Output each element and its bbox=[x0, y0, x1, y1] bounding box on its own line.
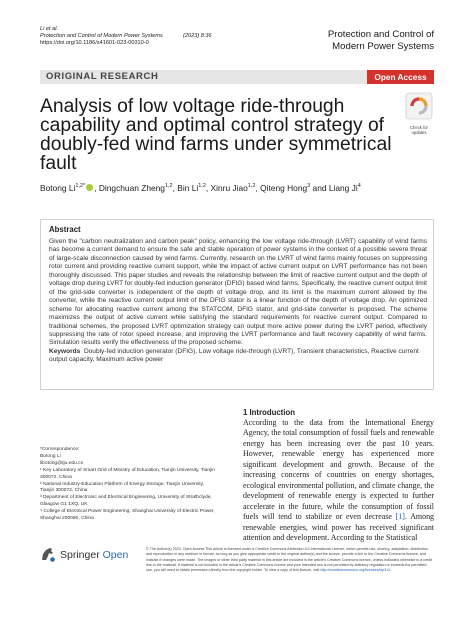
springer-logo-text: Springer bbox=[60, 549, 100, 561]
author-name[interactable]: Xinru Jiao bbox=[210, 183, 248, 193]
introduction-heading: 1 Introduction bbox=[243, 408, 295, 417]
open-access-badge[interactable]: Open Access bbox=[367, 70, 434, 84]
keywords-label: Keywords bbox=[49, 348, 81, 355]
author-affiliation-marker: 1,2 bbox=[247, 183, 256, 190]
author-name[interactable]: Qiteng Hong bbox=[260, 183, 308, 193]
author-affiliation-marker: 1,2 bbox=[198, 183, 206, 190]
springer-horse-icon bbox=[39, 545, 57, 563]
keywords-list: Doubly-fed induction generator (DFIG), Low voltage ride-through (LVRT), Transient characteristics, Reactive current output capacity, Maximum active power bbox=[49, 348, 419, 364]
author-name[interactable]: Botong Li bbox=[40, 183, 76, 193]
affiliation-2: ² National Industry-Education Platform of Energy Storage, Tianjin University, Tianjin 300072, China bbox=[40, 481, 205, 494]
affiliation-3: ³ Department of Electronic and Electrical Engineering, University of Strathclyde, Glasgow G1 1XQ, UK bbox=[40, 495, 212, 508]
article-type-label: ORIGINAL RESEARCH bbox=[46, 71, 159, 82]
correspondence-author: Botong Li bbox=[40, 453, 61, 459]
check-for-updates-icon bbox=[405, 92, 433, 120]
running-header bbox=[40, 26, 212, 47]
author-affiliation-marker: 3 bbox=[307, 183, 311, 190]
author-affiliation-marker: 4 bbox=[357, 183, 361, 190]
author-name[interactable]: Liang Ji bbox=[328, 183, 358, 193]
author-affiliation-marker: 1,2* bbox=[75, 183, 86, 190]
correspondence-email[interactable]: libotong@tju.edu.cn bbox=[40, 460, 84, 466]
reference-link-1[interactable]: [1] bbox=[395, 512, 405, 522]
check-for-updates-label: Check for updates bbox=[410, 125, 428, 135]
article-title: Analysis of low voltage ride-through capability and optimal control strategy of doubly-fed wind farms under symmetrical fault bbox=[40, 96, 392, 174]
abstract-text: Given the "carbon neutralization and carbon peak" policy, enhancing the low voltage ride-through (LVRT) capability of wind farms has become a current demand to ensure the safe and stable operation of power systems in the context of a possible severe threat of large-scale disconnection caused by wind farms. Currently, research on the LVRT of wind farms mainly focuses on suppressing rotor current and providing reactive current support, while the impact of active current output on LVRT performance has not been thoroughly discussed. This paper studies and reveals the relationship between the limit of reactive current output and the depth of voltage drop during LVRT for doubly-fed induction generator (DFIG) based wind farms. Specifically, the reactive current output limit of the grid-side converter is independent of the depth of voltage drop, and its limit is the maximum current allowed by the converter, while the reactive current output limit of the DFIG stator is a linear function of the depth of voltage drop. An optimized scheme for allocating reactive current among the STATCOM, DFIG stator, and grid-side converter is proposed. The scheme maximizes the output of active current while satisfying the standard requirements for reactive current output. Compared to traditional schemes, the proposed LVRT optimization strategy can output more active power during the LVRT period, effectively suppressing the rate of rotor speed increase, and improving the LVRT performance and fault recovery capability of wind farms. Simulation results verify the effectiveness of the proposed scheme. bbox=[49, 238, 427, 347]
author-name[interactable]: Bin Li bbox=[177, 183, 199, 193]
introduction-text: According to the data from the International Energy Agency, the total consumption of fossil fuels and renewable energy has been increasing over the past 10 years. However, renewable energy has experienced more significant development and growth. Because of the increasing concerns of countries on energy shortages, ecological environmental pollution, and climate change, the development of renewable energy is expected to further accelerate in the future, while the consumption of fossil fuels will tend to stabilize or even decrease [1]. Among renewable energies, wind power has received significant attention and development. According to the Statistical bbox=[243, 418, 435, 542]
orcid-icon[interactable] bbox=[86, 184, 93, 191]
author-name[interactable]: Dingchuan Zheng bbox=[98, 183, 165, 193]
header-doi-link[interactable]: https://doi.org/10.1186/s41601-023-00310-0 bbox=[40, 40, 149, 46]
header-year-volume: (2023) 8:36 bbox=[183, 33, 212, 39]
journal-title bbox=[234, 29, 434, 53]
license-footer: © The Author(s) 2023. Open Access This article is licensed under a Creative Commons Attribution 4.0 International License, which permits use, sharing, adaptation, distribution and reproduction in any medium or format, as long as you give appropriate credit to the original author(s) and the source, provide a link to the Creative Commons licence, and indicate if changes were made. The images or other third party material in this article are included in the article's Creative Commons licence, unless indicated otherwise in a credit line to the material. If material is not included in the article's Creative Commons licence and your intended use is not permitted by statutory regulation or exceeds the permitted use, you will need to obtain permission directly from the copyright holder. To view a copy of this licence, visit http://creativecommons.org/licenses/by/4.0/. bbox=[146, 547, 433, 573]
journal-title-line2: Modern Power Systems bbox=[332, 41, 434, 52]
affiliation-4: ⁴ College of Electrical Power Engineering, Shanghai University of Electric Power, Shanghai 200090, China bbox=[40, 509, 215, 522]
affiliation-1: ¹ Key Laboratory of Smart Grid of Ministry of Education, Tianjin University, Tianjin 300072, China bbox=[40, 467, 215, 480]
abstract-heading: Abstract bbox=[49, 225, 81, 234]
keywords bbox=[49, 348, 427, 365]
check-for-updates-button[interactable] bbox=[405, 92, 433, 135]
author-list: Botong $Li^{1,2*}$ , Dingchuan Zheng$^{1,2}$, Bin Li$^{1,2}$, Xinru Jiao$^{1,2}$, Qiteng Hong$^3$ and Liang Ji$^4$ bbox=[40, 183, 361, 193]
open-logo-text: Open bbox=[102, 549, 129, 561]
correspondence-block bbox=[40, 447, 215, 523]
header-journal: Protection and Control of Modern Power Systems bbox=[40, 33, 163, 39]
author-affiliation-marker: 1,2 bbox=[164, 183, 173, 190]
springer-open-logo bbox=[60, 549, 128, 561]
license-link[interactable]: http://creativecommons.org/licenses/by/4.0/ bbox=[320, 568, 391, 573]
header-authors: Li et al. bbox=[40, 26, 59, 32]
journal-title-line1: Protection and Control of bbox=[327, 29, 434, 40]
correspondence-label: *Correspondence: bbox=[40, 447, 80, 452]
